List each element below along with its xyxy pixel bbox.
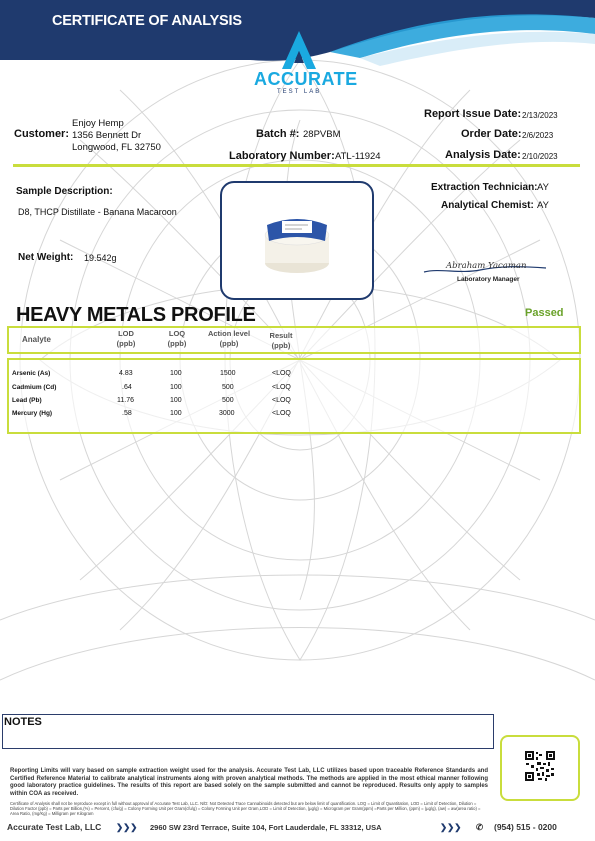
logo-brand: ACCURATE	[254, 69, 358, 89]
row-result: <LOQ	[272, 397, 291, 404]
net-weight-value: 19.542g	[84, 253, 117, 263]
row-action-level: 3000	[219, 410, 235, 417]
analysis-date-label: Analysis Date:	[445, 149, 521, 161]
row-lod: 4.83	[119, 370, 133, 377]
row-lod: 11.76	[117, 397, 134, 404]
signature-name: Abraham Yacaman	[446, 261, 527, 271]
divider-line	[13, 164, 580, 167]
logo-mark-icon	[282, 31, 316, 69]
metals-row	[12, 370, 312, 382]
row-action-level: 1500	[220, 370, 236, 377]
col-analyte-header: Analyte	[22, 335, 51, 344]
signature-title: Laboratory Manager	[457, 276, 520, 283]
customer-address2: Longwood, FL 32750	[72, 142, 161, 153]
row-result: <LOQ	[272, 370, 291, 377]
net-weight-label: Net Weight:	[18, 252, 74, 263]
notes-title: NOTES	[4, 716, 42, 728]
row-analyte: Cadmium (Cd)	[12, 384, 57, 391]
disclaimer-text: Reporting Limits will vary based on sample extraction weight used for the analysis. Accurate Test Lab, LLC utilizes based upon traceable Reference Standards and Certified Reference Material to calibrate analytical instruments along with proven analytical methods. The methods are applied in the most ethical manner following good laboratory practice guidelines. The results of this report are based solely on the sample submitted and cannot be reproduced. Results only apply to samples within COA as received.	[10, 768, 488, 797]
sample-description-label: Sample Description:	[16, 186, 113, 197]
report-issue-date-value: 2/13/2023	[522, 111, 558, 120]
order-date-label: Order Date:	[461, 128, 522, 140]
row-loq: 100	[170, 410, 182, 417]
batch-label: Batch #:	[256, 128, 300, 140]
metals-row	[12, 410, 312, 422]
extraction-technician-label: Extraction Technician:	[431, 182, 538, 193]
sample-jar-image	[222, 183, 372, 298]
col-action-level-header: Action level (ppb)	[207, 329, 251, 348]
footer-phone: (954) 515 - 0200	[494, 822, 557, 832]
row-analyte: Mercury (Hg)	[12, 410, 53, 417]
analysis-date-value: 2/10/2023	[522, 152, 558, 161]
status-badge: Passed	[525, 307, 564, 319]
qr-code-frame[interactable]	[500, 735, 580, 801]
footer-arrows-icon: ❯❯❯	[116, 822, 138, 832]
footer-address: 2960 SW 23rd Terrace, Suite 104, Fort Lauderdale, FL 33312, USA	[150, 823, 382, 832]
row-action-level: 500	[222, 397, 234, 404]
phone-icon: ✆	[476, 822, 484, 832]
lab-number-label: Laboratory Number:	[229, 150, 335, 162]
row-result: <LOQ	[272, 410, 291, 417]
order-date-value: 2/6/2023	[522, 131, 554, 140]
row-analyte: Arsenic (As)	[12, 370, 51, 377]
row-loq: 100	[170, 384, 182, 391]
customer-label: Customer:	[14, 128, 70, 140]
metals-row	[12, 397, 312, 409]
disclaimer-small-text: Certificate of Analysis shall not be reproduce except in full without approval of Accurate Test Lab, LLC. N/D: Not Detected Trace Cannabinoids detected but are below limit of quantification. LOQ = Limit of Quantitation, LOD = Limit of Detection, Dilution = Dilution Factor (ppb) = Parts per Billion,(%) = Percent, (cfu/g) = Colony Forming Unit per Gram(cfu/g) = Colony Forming Unit per Gram,LOD = Limit of Detection, (µg/g) = Microgram per Gram(ppm) =Parts per Million, (ppm) = (µg/g), (aw) = aw(area ratio) = Area Ratio, (mg/Kg) = Milligram per Kilogram	[10, 801, 481, 816]
notes-box	[2, 714, 494, 749]
qr-code-icon[interactable]	[525, 751, 555, 781]
customer-address1: 1356 Bennett Dr	[72, 130, 142, 141]
report-issue-date-label: Report Issue Date:	[424, 108, 522, 120]
heavy-metals-title: HEAVY METALS PROFILE	[16, 304, 256, 326]
extraction-technician-value: AY	[537, 182, 549, 193]
sample-description-value: D8, THCP Distillate - Banana Macaroon	[18, 207, 177, 217]
row-action-level: 500	[222, 384, 234, 391]
lab-number-value: ATL-11924	[335, 151, 381, 162]
customer-name: Enjoy Hemp	[72, 118, 124, 129]
batch-value: 28PVBM	[303, 129, 341, 140]
row-loq: 100	[170, 397, 182, 404]
metals-row	[12, 384, 312, 396]
footer-company: Accurate Test Lab, LLC	[7, 822, 102, 832]
logo-sub: TEST LAB	[277, 89, 322, 95]
analytical-chemist-label: Analytical Chemist:	[441, 200, 534, 211]
footer-arrows-icon: ❯❯❯	[440, 822, 462, 832]
analytical-chemist-value: AY	[537, 200, 549, 211]
col-result-header: Result (ppb)	[269, 331, 293, 350]
row-lod: .64	[122, 384, 132, 391]
sample-photo-frame	[220, 181, 374, 300]
row-analyte: Lead (Pb)	[12, 397, 42, 404]
row-lod: .58	[122, 410, 132, 417]
header-title: CERTIFICATE OF ANALYSIS	[52, 13, 242, 29]
row-result: <LOQ	[272, 384, 291, 391]
row-loq: 100	[170, 370, 182, 377]
col-loq-header: LOQ (ppb)	[167, 329, 187, 348]
col-lod-header: LOD (ppb)	[116, 329, 136, 348]
